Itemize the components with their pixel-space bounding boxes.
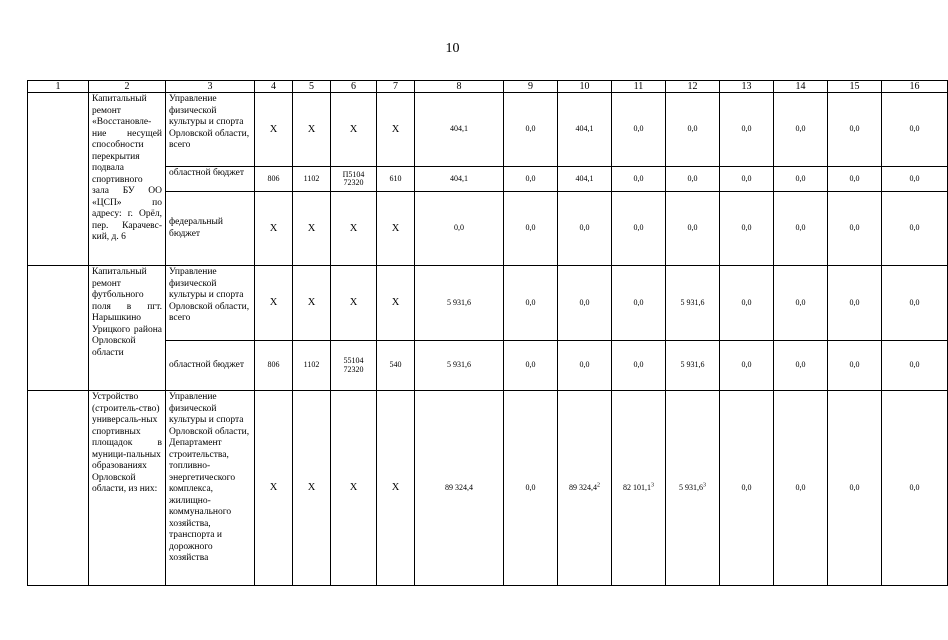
value-cell: 5 931,6 — [415, 266, 504, 341]
value-cell: 5 931,6 — [666, 341, 720, 391]
header-cell: 6 — [331, 81, 377, 93]
value-cell — [558, 391, 612, 586]
header-cell: 5 — [293, 81, 331, 93]
value-cell: 540 — [377, 341, 415, 391]
value-cell: X — [377, 93, 415, 167]
value-cell — [666, 391, 720, 586]
value-cell: 0,0 — [504, 192, 558, 266]
header-cell: 7 — [377, 81, 415, 93]
value-cell: 0,0 — [504, 341, 558, 391]
header-cell: 16 — [882, 81, 948, 93]
value-cell: X — [331, 391, 377, 586]
value-cell: 0,0 — [828, 167, 882, 192]
value-cell: 404,1 — [558, 93, 612, 167]
responsible-org-cell: областной бюджет — [166, 341, 255, 391]
responsible-org-cell: Управление физической культуры и спорта Орловской области, всего — [166, 93, 255, 167]
value-cell: 0,0 — [612, 266, 666, 341]
value-cell: 806 — [255, 167, 293, 192]
responsible-org-cell: областной бюджет — [166, 167, 255, 192]
responsible-org-cell: Управление физической культуры и спорта Орловской области, всего — [166, 266, 255, 341]
value-cell — [612, 391, 666, 586]
value-cell: 0,0 — [828, 266, 882, 341]
value-cell: X — [293, 192, 331, 266]
value-cell: 0,0 — [774, 167, 828, 192]
value-cell: 1102 — [293, 167, 331, 192]
value-cell: 0,0 — [612, 341, 666, 391]
footnote-mark: 3 — [651, 482, 654, 489]
value-cell: 0,0 — [882, 93, 948, 167]
table-row — [28, 266, 948, 341]
header-cell: 12 — [666, 81, 720, 93]
value-cell: X — [377, 192, 415, 266]
header-cell: 4 — [255, 81, 293, 93]
value-cell: 0,0 — [828, 391, 882, 586]
value-cell: 0,0 — [882, 266, 948, 341]
value-cell: 0,0 — [504, 391, 558, 586]
header-cell: 10 — [558, 81, 612, 93]
row-number-cell — [28, 391, 89, 586]
value-cell: 0,0 — [504, 93, 558, 167]
header-cell: 8 — [415, 81, 504, 93]
footnote-mark: 2 — [597, 482, 600, 489]
value-cell: X — [293, 93, 331, 167]
value-cell: 610 — [377, 167, 415, 192]
value-cell: 0,0 — [666, 167, 720, 192]
value-cell: 0,0 — [558, 341, 612, 391]
value-cell: X — [255, 192, 293, 266]
header-cell: 14 — [774, 81, 828, 93]
value-cell: 0,0 — [774, 93, 828, 167]
value-cell: 0,0 — [504, 266, 558, 341]
value-cell: 0,0 — [774, 341, 828, 391]
value-cell: X — [377, 266, 415, 341]
value-cell: 5 931,6 — [666, 266, 720, 341]
value-cell: 404,1 — [415, 167, 504, 192]
value-cell: 0,0 — [558, 266, 612, 341]
footnote-mark: 3 — [703, 482, 706, 489]
table-row — [28, 167, 948, 192]
value-text: 89 324,4 — [569, 482, 597, 492]
value-cell: 89 324,4 — [415, 391, 504, 586]
page-number: 10 — [445, 41, 460, 56]
value-cell: 0,0 — [612, 192, 666, 266]
value-cell: X — [331, 192, 377, 266]
value-cell: 404,1 — [415, 93, 504, 167]
value-cell: X — [293, 391, 331, 586]
value-cell: П5104 72320 — [331, 167, 377, 192]
value-cell: X — [255, 266, 293, 341]
activity-name-cell: Устройство (строитель-ство) универсаль-ных спортивных площадок в муници-пальных образованиях Орловской области, из них: — [89, 391, 166, 586]
header-row — [28, 81, 948, 93]
activity-name-cell: Капитальный ремонт «Восстановле-ние несущей способности перекрытия подвала спортивного зала БУ ОО «ЦСП» по адресу: г. Орёл, пер. Карачевс-кий, д. 6 — [89, 93, 166, 266]
value-cell: 0,0 — [882, 192, 948, 266]
value-cell: 0,0 — [720, 391, 774, 586]
value-cell: 0,0 — [774, 266, 828, 341]
value-cell: 0,0 — [720, 266, 774, 341]
value-cell: X — [377, 391, 415, 586]
value-cell: X — [255, 391, 293, 586]
value-cell: 0,0 — [720, 167, 774, 192]
value-cell: 5 931,6 — [415, 341, 504, 391]
header-cell: 15 — [828, 81, 882, 93]
header-cell: 3 — [166, 81, 255, 93]
header-cell: 13 — [720, 81, 774, 93]
header-cell: 9 — [504, 81, 558, 93]
value-cell: 0,0 — [558, 192, 612, 266]
value-cell: 0,0 — [882, 391, 948, 586]
value-cell: 0,0 — [828, 341, 882, 391]
header-cell: 2 — [89, 81, 166, 93]
table-row — [28, 192, 948, 266]
value-cell: 0,0 — [720, 192, 774, 266]
value-cell: 0,0 — [720, 341, 774, 391]
value-cell: X — [255, 93, 293, 167]
table-row — [28, 341, 948, 391]
value-cell: 0,0 — [415, 192, 504, 266]
value-cell: 0,0 — [504, 167, 558, 192]
value-cell: 0,0 — [720, 93, 774, 167]
value-cell: 0,0 — [612, 93, 666, 167]
activity-name-cell: Капитальный ремонт футбольного поля в пгт. Нарышкино Урицкого района Орловской области — [89, 266, 166, 391]
value-text: 82 101,1 — [623, 482, 651, 492]
header-cell: 1 — [28, 81, 89, 93]
value-cell: X — [293, 266, 331, 341]
value-cell: 0,0 — [612, 167, 666, 192]
value-cell: 0,0 — [774, 391, 828, 586]
value-cell: 0,0 — [828, 192, 882, 266]
value-cell: 0,0 — [774, 192, 828, 266]
value-cell: X — [331, 266, 377, 341]
value-cell: 0,0 — [666, 93, 720, 167]
value-cell: 0,0 — [666, 192, 720, 266]
responsible-org-cell: федеральный бюджет — [166, 192, 255, 266]
value-cell: 404,1 — [558, 167, 612, 192]
table-row — [28, 391, 948, 586]
value-cell: 1102 — [293, 341, 331, 391]
value-cell: 0,0 — [828, 93, 882, 167]
row-number-cell — [28, 93, 89, 266]
value-cell: 806 — [255, 341, 293, 391]
row-number-cell — [28, 266, 89, 391]
value-cell: 0,0 — [882, 341, 948, 391]
value-cell: X — [331, 93, 377, 167]
table-row — [28, 93, 948, 167]
value-cell: 0,0 — [882, 167, 948, 192]
budget-table — [27, 80, 948, 586]
value-text: 5 931,6 — [679, 482, 703, 492]
header-cell: 11 — [612, 81, 666, 93]
value-cell: 55104 72320 — [331, 341, 377, 391]
responsible-org-cell: Управление физической культуры и спорта Орловской области, Департамент строительства, топливно-энергетического комплекса, жилищно-коммунального хозяйства, транспорта и дорожного хозяйства — [166, 391, 255, 586]
